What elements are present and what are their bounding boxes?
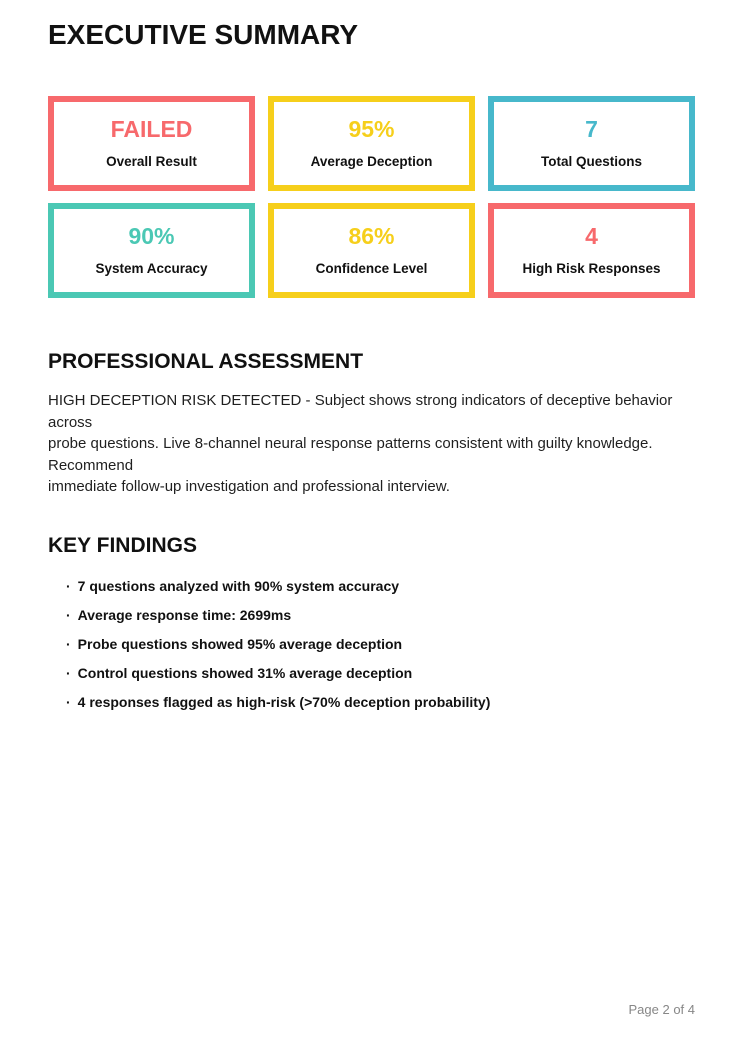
card-value-confidence-level: 86% <box>348 223 395 250</box>
summary-card-overall-result <box>48 96 255 191</box>
bullet-glyph: · <box>66 664 71 681</box>
key-finding-text: Probe questions showed 95% average deception <box>77 635 403 652</box>
summary-card-system-accuracy <box>48 203 255 298</box>
assessment-line-1: HIGH DECEPTION RISK DETECTED - Subject shows strong indicators of deceptive behavior across <box>48 392 673 431</box>
card-label-total-questions: Total Questions <box>540 154 642 170</box>
key-finding-item <box>66 665 695 682</box>
key-findings-list <box>48 578 695 711</box>
card-label-overall-result: Overall Result <box>106 154 197 170</box>
key-finding-item <box>66 607 695 624</box>
card-label-confidence-level: Confidence Level <box>315 261 428 277</box>
professional-assessment-body <box>48 390 695 498</box>
summary-card-average-deception <box>268 96 475 191</box>
card-label-high-risk-responses: High Risk Responses <box>522 261 661 277</box>
bullet-glyph: · <box>66 577 71 594</box>
bullet-glyph: · <box>66 635 71 652</box>
summary-card-high-risk-responses <box>488 203 695 298</box>
card-value-total-questions: 7 <box>585 116 598 143</box>
key-finding-text: 4 responses flagged as high-risk (>70% deception probability) <box>77 693 491 710</box>
key-finding-text: Control questions showed 31% average deception <box>77 664 413 681</box>
summary-cards <box>48 96 695 298</box>
bullet-glyph: · <box>66 606 71 623</box>
key-finding-item <box>66 694 695 711</box>
key-findings-heading: KEY FINDINGS <box>48 533 197 557</box>
assessment-line-3: immediate follow-up investigation and professional interview. <box>48 478 450 495</box>
bullet-glyph: · <box>66 693 71 710</box>
card-value-overall-result: FAILED <box>110 116 193 143</box>
page-title: EXECUTIVE SUMMARY <box>48 19 359 50</box>
card-label-average-deception: Average Deception <box>310 154 433 170</box>
assessment-line-2: probe questions. Live 8-channel neural response patterns consistent with guilty knowledge. Recommend <box>48 435 653 474</box>
card-value-average-deception: 95% <box>348 116 395 143</box>
page-number: Page 2 of 4 <box>628 1002 695 1017</box>
professional-assessment-heading: PROFESSIONAL ASSESSMENT <box>48 350 364 373</box>
summary-card-confidence-level <box>268 203 475 298</box>
key-finding-text: 7 questions analyzed with 90% system accuracy <box>77 577 400 594</box>
card-label-system-accuracy: System Accuracy <box>95 261 208 277</box>
key-finding-item <box>66 636 695 653</box>
key-finding-text: Average response time: 2699ms <box>77 606 292 623</box>
card-value-system-accuracy: 90% <box>128 223 175 250</box>
summary-card-total-questions <box>488 96 695 191</box>
card-value-high-risk-responses: 4 <box>585 223 598 250</box>
key-finding-item <box>66 578 695 595</box>
